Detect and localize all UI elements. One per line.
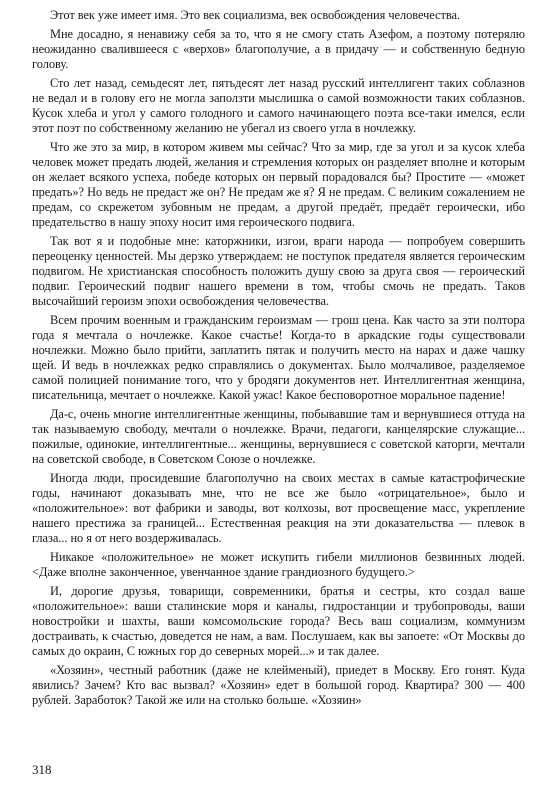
page-number: 318 [32,762,52,777]
paragraph-7: Да-с, очень многие интеллигентные женщины, побывавшие там и вернувшиеся оттуда на так называемую свободу, мечтали о ночлежке. Врачи, педагоги, канцелярские служащие... пожилые, одинокие, интеллигентные... женщины, вернувшиеся с советской каторги, мечтали на советской свободе, в Советском Союзе о ночлежке. [32,407,525,466]
paragraph-10: И, дорогие друзья, товарищи, современники, братья и сестры, кто создал ваше «положительное»: ваши сталинские моря и каналы, гидростанции и трубопроводы, ваши новостройки и шахты, ваши комсомольские города? Весь ваш социализм, коммунизм достраивать, к счастью, доведется не нам, а вам. Послушаем, как вы запоете: «От Москвы до самых до окраин, С южных гор до северных морей...» и так далее. [32,584,525,658]
paragraph-2: Мне досадно, я ненавижу себя за то, что я не смогу стать Азефом, а поэтому потерялю неожиданно свалившееся с «верхов» благополучие, а в придачу — и собственную бедную голову. [32,27,525,71]
paragraph-11: «Хозяин», честный работник (даже не клейменый), приедет в Москву. Его гонят. Куда явились? Зачем? Кто вас вызвал? «Хозяин» едет в большой город. Квартира? 300 — 400 рублей. Заработок? Такой же или на столько больше. «Хозяин» [32,663,525,707]
paragraph-6: Всем прочим военным и гражданским героизмам — грош цена. Как часто за эти полтора года я мечтала о ночлежке. Какое счастье! Когда-то в аркадские годы существовали ночлежки. Можно было прийти, заплатить пятак и получить место на нарах и даже чашку щей. И ведь в ночлежках редко справлялись о документах. Было молчаливое, разделяемое самой полицией понимание того, что у бродяги документов нет. Интеллигентная женщина, писательница, мечтает о ночлежке. Какой ужас! Какое бесповоротное моральное падение! [32,313,525,402]
paragraph-4: Что же это за мир, в котором живем мы сейчас? Что за мир, где за угол и за кусок хлеба человек может предать людей, желания и стремления которых он разделяет вполне и которым он желает всякого успеха, победе которых он первый порадовался бы? Простите — «может предать»? Но ведь не предаст же он? Не предам же я? Я не предам. С великим сожалением не предам, со скрежетом зубовным не предам, а другой предаёт, предаёт героически, ибо предательство в нашу эпоху носит имя героического подвига. [32,140,525,229]
body-text [32,8,525,708]
paragraph-3: Сто лет назад, семьдесят лет, пятьдесят лет назад русский интеллигент таких соблазнов не ведал и в голову его не могла заползти мыслишка о самой возможности таких соблазнов. Кусок хлеба и угол у самого голодного и самого начинающего поэта все-таки имелся, если этот поэт по собственному желанию не убегал из своего угла в ночлежку. [32,76,525,135]
paragraph-8: Иногда люди, просидевшие благополучно на своих местах в самые катастрофические годы, начинают доказывать мне, что не все же было «отрицательное», было и «положительное»: вот фабрики и заводы, вот колхозы, вот просвещение масс, укрепление нашего престижа за границей... Естественная реакция на эти доказательства — плевок в глаза... но я от него воздерживалась. [32,471,525,545]
paragraph-1: Этот век уже имеет имя. Это век социализма, век освобождения человечества. [50,8,461,22]
paragraph-9: Никакое «положительное» не может искупить гибели миллионов безвинных людей. <Даже вполне законченное, увенчанное здание грандиозного будущего.> [32,550,525,579]
paragraph-5: Так вот я и подобные мне: каторжники, изгои, враги народа — попробуем совершить переоценку ценностей. Мы дерзко утверждаем: не поступок предателя является героическим подвигом. Не христианская способность положить душу свою за друга своя — героический подвиг. Героический подвиг нашего времени в том, чтобы смочь не предать. Таков высочайший героизм эпохи освобождения человечества. [32,234,525,308]
